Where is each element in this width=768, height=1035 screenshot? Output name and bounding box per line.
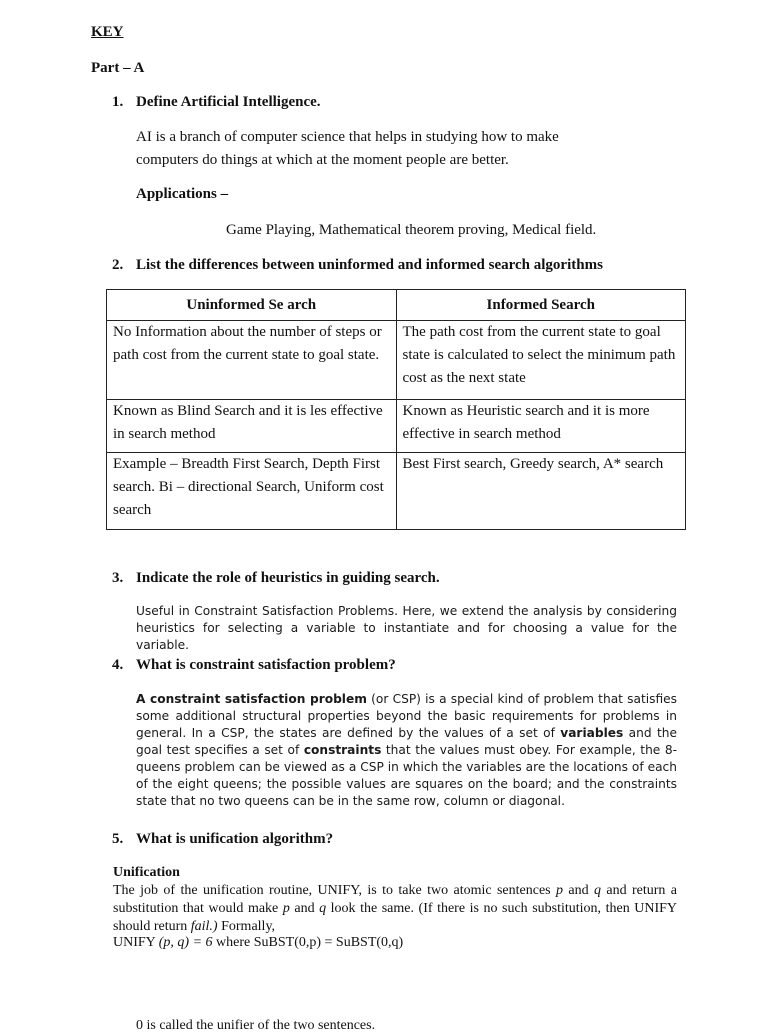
question-title: List the differences between uninformed and informed search algorithms bbox=[136, 257, 603, 273]
formula-args: (p, q) = 6 bbox=[158, 935, 213, 950]
applications-label: Applications – bbox=[136, 186, 229, 202]
question-number: 3. bbox=[112, 570, 124, 586]
term-variables: variables bbox=[560, 726, 624, 740]
table-header: Informed Search bbox=[396, 290, 686, 321]
text: and bbox=[563, 883, 594, 898]
unification-text bbox=[113, 882, 677, 936]
table-row bbox=[107, 321, 686, 400]
text: and bbox=[289, 901, 320, 916]
question-4 bbox=[112, 657, 396, 674]
comparison-table bbox=[106, 289, 686, 530]
answer-line: computers do things at which at the moment people are better. bbox=[136, 152, 509, 168]
var-q: q bbox=[594, 883, 601, 898]
part-heading: Part – A bbox=[91, 60, 145, 76]
key-heading: KEY bbox=[91, 24, 124, 40]
question-title: Define Artificial Intelligence. bbox=[136, 94, 321, 110]
table-cell: Known as Blind Search and it is les effective in search method bbox=[107, 400, 397, 453]
text: where SuBST(0,p) = SuBST(0,q) bbox=[212, 935, 404, 950]
question-number: 5. bbox=[112, 831, 124, 847]
answer-text: and the goal test specifies a set of bbox=[136, 726, 677, 757]
q3-answer: Useful in Constraint Satisfaction Problems. Here, we extend the analysis by considering heuristics for selecting a variable to instantiate and for choosing a value for the variable. bbox=[136, 604, 677, 652]
table-cell: No Information about the number of steps or path cost from the current state to goal state. bbox=[107, 321, 397, 400]
text: look the same. (If there is no such substitution, then UNIFY should return bbox=[113, 901, 678, 934]
question-2 bbox=[112, 257, 603, 274]
text: UNIFY bbox=[113, 935, 159, 950]
question-5 bbox=[112, 831, 333, 848]
fail-term: fail.) bbox=[190, 919, 218, 934]
table-cell: Example – Breadth First Search, Depth First search. Bi – directional Search, Uniform cost search bbox=[107, 453, 397, 530]
answer-text: that the values must obey. For example, the 8-queens problem can be viewed as a CSP in which the variables are the locations of each of the eight queens; the possible values are squares on the board; and the constraints state that no two queens can be in the same row, column or diagonal. bbox=[136, 743, 678, 808]
question-title: What is unification algorithm? bbox=[136, 831, 334, 847]
q1-answer bbox=[136, 126, 559, 172]
question-title: What is constraint satisfaction problem? bbox=[136, 657, 396, 673]
var-p: p bbox=[556, 883, 563, 898]
table-row bbox=[107, 453, 686, 530]
applications-text: Game Playing, Mathematical theorem proving, Medical field. bbox=[226, 222, 597, 238]
term-constraints: constraints bbox=[303, 743, 382, 757]
answer-text: (or CSP) is a special kind of problem that satisfies some additional structural properties beyond the basic requirements for problems in general. In a CSP, the states are defined by the values of a set of bbox=[136, 692, 677, 740]
var-q: q bbox=[319, 901, 327, 916]
unification-heading: Unification bbox=[113, 865, 180, 880]
answer-line: AI is a branch of computer science that helps in studying how to make bbox=[136, 129, 559, 145]
question-title: Indicate the role of heuristics in guiding search. bbox=[136, 570, 440, 586]
cut-off-line: 0 is called the unifier of the two sentences. bbox=[136, 1018, 376, 1033]
question-number: 2. bbox=[112, 257, 124, 273]
question-3 bbox=[112, 570, 440, 587]
var-p: p bbox=[282, 901, 290, 916]
q4-answer bbox=[136, 691, 677, 810]
unify-formula bbox=[113, 934, 403, 952]
term-csp: A constraint satisfaction problem bbox=[136, 692, 367, 706]
question-number: 1. bbox=[112, 94, 124, 110]
table-cell: The path cost from the current state to goal state is calculated to select the minimum path cost as the next state bbox=[396, 321, 686, 400]
question-number: 4. bbox=[112, 657, 124, 673]
table-row bbox=[107, 400, 686, 453]
text: and return a substitution that would make bbox=[113, 883, 678, 916]
question-1 bbox=[112, 94, 321, 111]
text: The job of the unification routine, UNIFY, is to take two atomic sentences bbox=[113, 883, 556, 898]
text: Formally, bbox=[217, 919, 276, 934]
table-cell: Known as Heuristic search and it is more effective in search method bbox=[396, 400, 686, 453]
table-cell: Best First search, Greedy search, A* search bbox=[396, 453, 686, 530]
table-header: Uninformed Se arch bbox=[107, 290, 397, 321]
